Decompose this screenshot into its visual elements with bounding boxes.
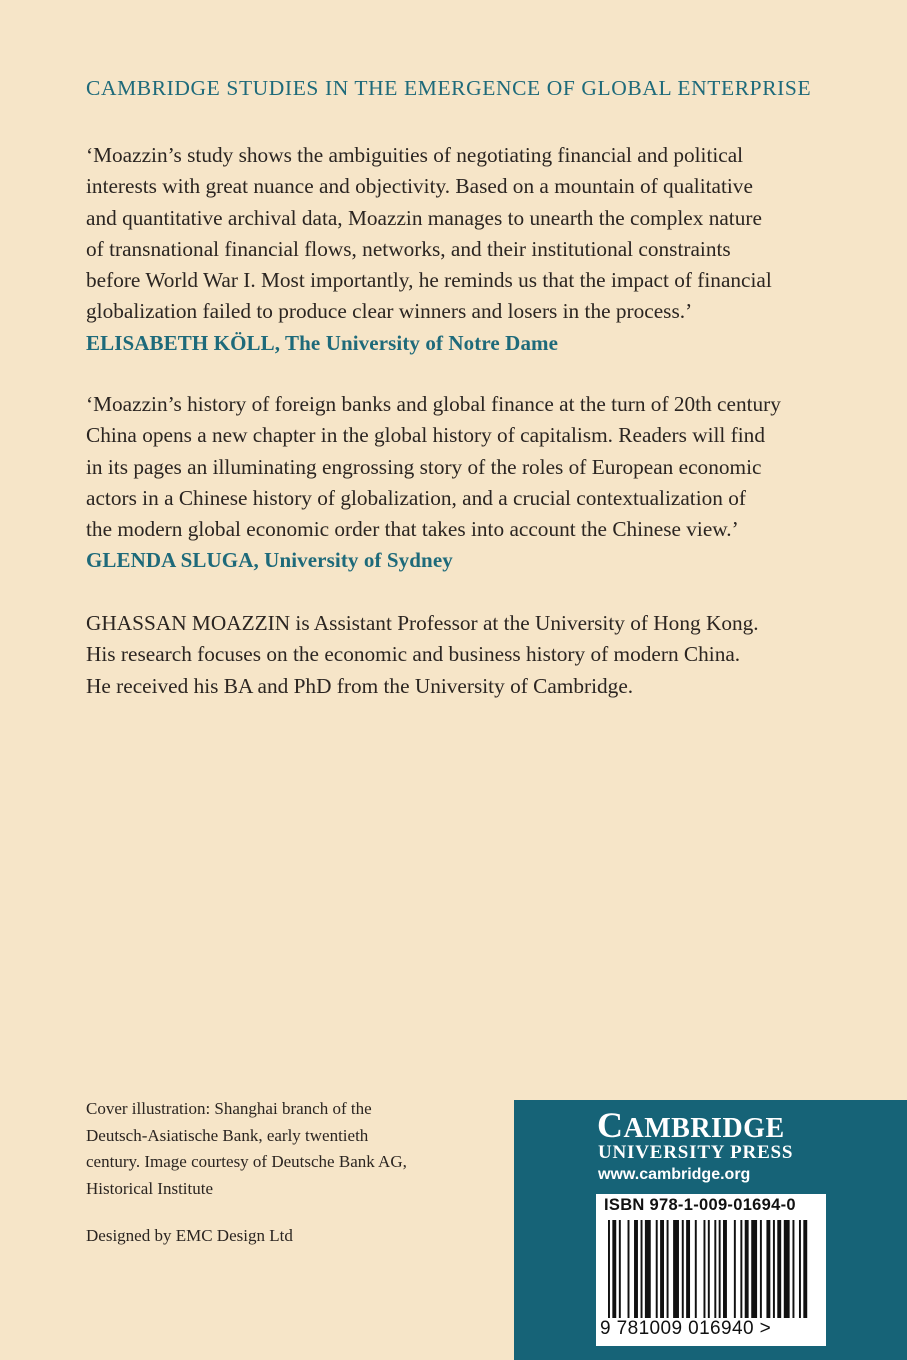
publisher-name-initial: C	[597, 1105, 624, 1145]
barcode-bar	[695, 1220, 697, 1318]
designer-credit: Designed by EMC Design Ltd	[86, 1226, 293, 1245]
barcode-bar	[740, 1220, 742, 1318]
barcode-bar	[634, 1220, 638, 1318]
quote-line: interests with great nuance and objectivity. Based on a mountain of qualitative	[86, 174, 753, 199]
barcode-bar	[686, 1220, 690, 1318]
isbn-label: ISBN 978-1-009-01694-0	[604, 1196, 796, 1214]
barcode-icon	[608, 1220, 812, 1318]
review-quote-sluga	[86, 389, 846, 577]
barcode-bar	[723, 1220, 727, 1318]
bio-line: His research focuses on the economic and business history of modern China.	[86, 642, 741, 667]
quote-line: the modern global economic order that takes into account the Chinese view.’	[86, 517, 739, 542]
quote-line: actors in a Chinese history of globalization, and a crucial contextualization of	[86, 485, 746, 510]
barcode-digits: 9 781009 016940 >	[600, 1318, 772, 1339]
barcode-bar	[773, 1220, 775, 1318]
bio-line: GHASSAN MOAZZIN is Assistant Professor at the University of Hong Kong.	[86, 611, 759, 635]
barcode-bar	[766, 1220, 770, 1318]
barcode-bar	[777, 1220, 781, 1318]
barcode-bar	[667, 1220, 669, 1318]
barcode-bar	[745, 1220, 749, 1318]
bio-line: He received his BA and PhD from the University of Cambridge.	[86, 673, 634, 698]
quote-line: in its pages an illuminating engrossing story of the roles of European economic	[86, 454, 762, 479]
barcode-bar	[612, 1220, 616, 1318]
barcode-bar	[784, 1220, 790, 1318]
publisher-name-rest: AMBRIDGE	[623, 1113, 785, 1144]
barcode-bar	[751, 1220, 757, 1318]
quote-line: ‘Moazzin’s study shows the ambiguities of negotiating financial and political	[86, 143, 744, 167]
barcode-bar	[682, 1220, 684, 1318]
barcode-bar	[619, 1220, 621, 1318]
publisher-name	[597, 1104, 785, 1146]
credit-line: Historical Institute	[86, 1178, 214, 1198]
credit-line: century. Image courtesy of Deutsche Bank AG,	[86, 1152, 407, 1171]
barcode-bar	[734, 1220, 736, 1318]
quote-attribution: ELISABETH KÖLL, The University of Notre Dame	[86, 330, 559, 355]
cover-illustration-credit	[86, 1096, 446, 1202]
quote-line: of transnational financial flows, networks, and their institutional constraints	[86, 236, 731, 261]
barcode-bar	[673, 1220, 679, 1318]
barcode-bar	[703, 1220, 705, 1318]
quote-attribution: GLENDA SLUGA, University of Sydney	[86, 548, 453, 573]
barcode-bar	[803, 1220, 807, 1318]
quote-line: globalization failed to produce clear winners and losers in the process.’	[86, 299, 693, 324]
quote-line: and quantitative archival data, Moazzin manages to unearth the complex nature	[86, 205, 762, 230]
barcode-bar	[660, 1220, 664, 1318]
publisher-url[interactable]: www.cambridge.org	[598, 1166, 751, 1183]
quote-line: China opens a new chapter in the global history of capitalism. Readers will find	[86, 423, 765, 448]
credit-line: Cover illustration: Shanghai branch of the	[86, 1099, 372, 1118]
credit-line: Deutsch-Asiatische Bank, early twentieth	[86, 1125, 369, 1145]
quote-line: ‘Moazzin’s history of foreign banks and global finance at the turn of 20th century	[86, 392, 781, 416]
barcode-bar	[645, 1220, 651, 1318]
barcode-bar	[656, 1220, 658, 1318]
barcode-bar	[708, 1220, 710, 1318]
publisher-subtitle: UNIVERSITY PRESS	[598, 1142, 794, 1163]
barcode-bar	[792, 1220, 794, 1318]
barcode-bar	[719, 1220, 721, 1318]
barcode-bar	[714, 1220, 716, 1318]
publisher-block	[514, 1100, 907, 1360]
barcode-bar	[799, 1220, 801, 1318]
barcode-bar	[608, 1220, 610, 1318]
quote-line: before World War I. Most importantly, he reminds us that the impact of financial	[86, 268, 772, 293]
barcode-bar	[641, 1220, 643, 1318]
series-title: CAMBRIDGE STUDIES IN THE EMERGENCE OF GLOBAL ENTERPRISE	[86, 76, 812, 100]
review-quote-koll	[86, 140, 846, 359]
author-bio	[86, 608, 846, 702]
barcode-bar	[628, 1220, 630, 1318]
barcode-bar	[760, 1220, 762, 1318]
barcode-panel	[596, 1194, 826, 1346]
